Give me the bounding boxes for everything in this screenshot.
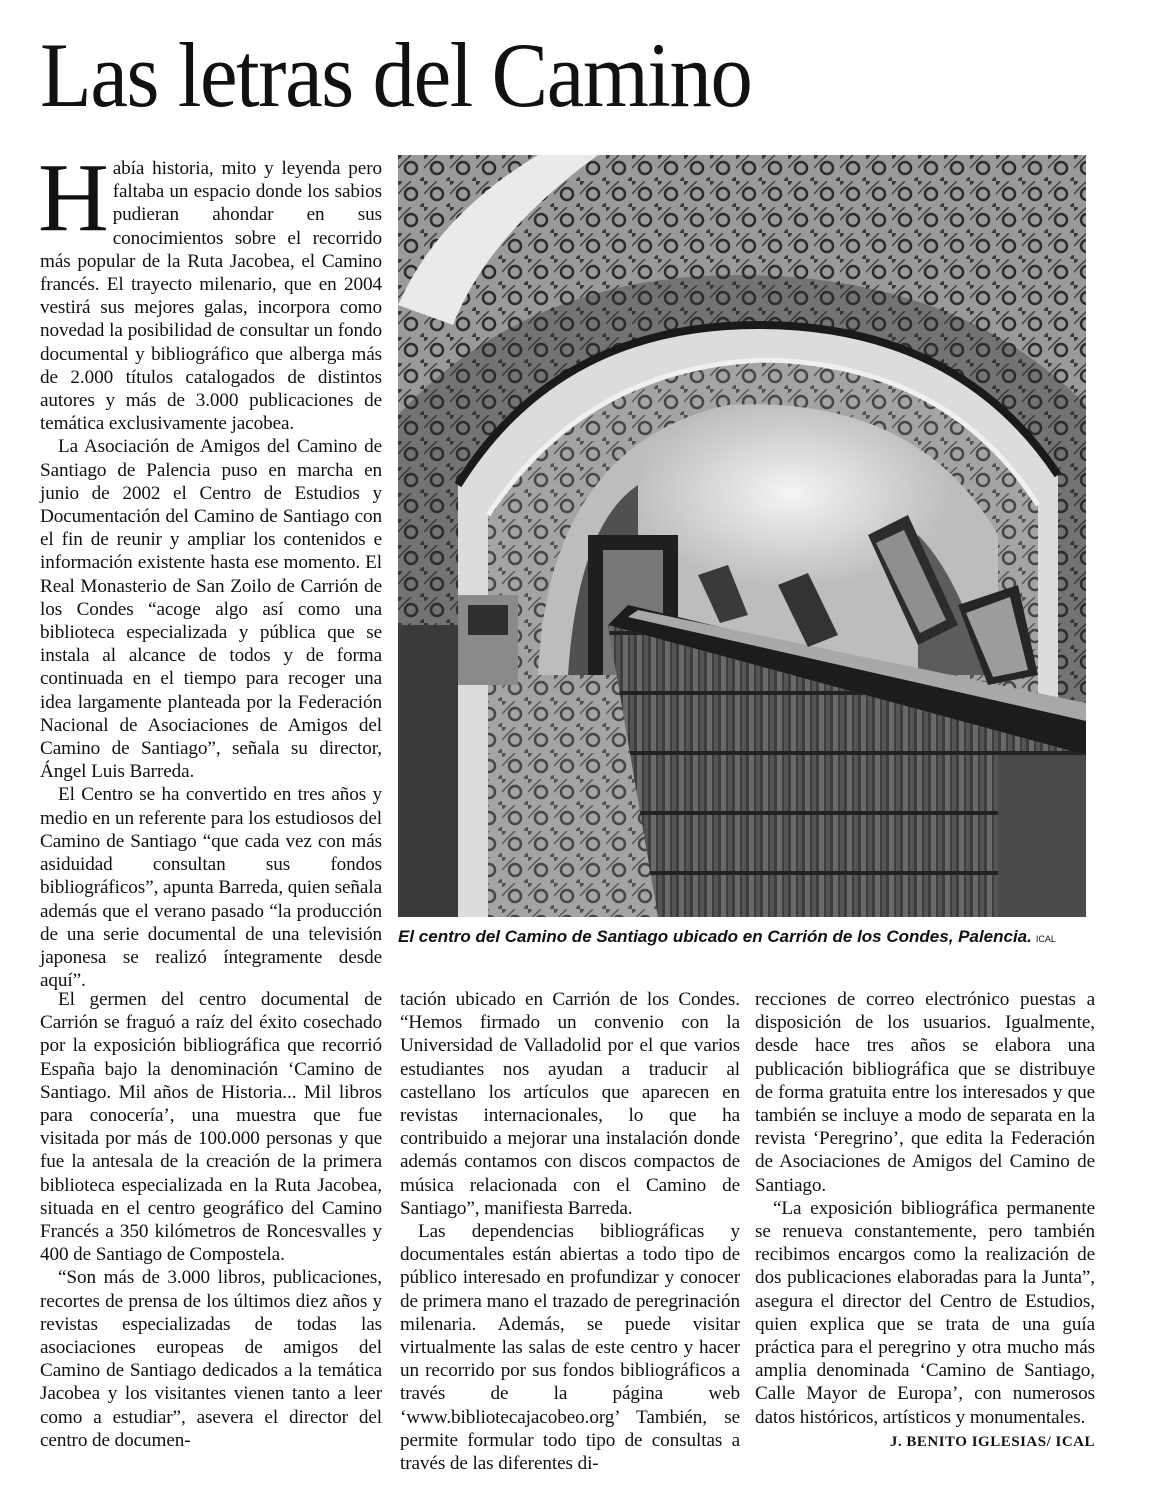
column-middle bbox=[400, 988, 740, 1475]
paragraph-5: “Son más de 3.000 libros, publicaciones, recortes de prensa de los últimos diez años y revistas especializadas de todas las asociaciones europeas de amigos del Camino de Santiago dedicados a la temática Jacobea y los visitantes vienen tanto a leer como a estudiar”, asevera el director del centro de documen- bbox=[40, 1267, 382, 1451]
paragraph-6: tación ubicado en Carrión de los Condes. “Hemos firmado un convenio con la Universidad de Valladolid por el que varios estudiantes nos ayudan a traducir al castellano los artículos que aparecen en revistas internacionales, lo que ha contribuido a mejorar una instalación donde además contamos con discos compactos de música relacionada con el Camino de Santiago”, manifiesta Barreda. bbox=[400, 989, 740, 1219]
column-left-top bbox=[38, 144, 382, 992]
paragraph-1 bbox=[38, 144, 382, 435]
headline: Las letras del Camino bbox=[40, 24, 752, 126]
paragraph-4: El germen del centro documental de Carrión se fraguó a raíz del éxito cosechado por la exposición bibliográfica que recorrió España bajo la denominación ‘Camino de Santiago. Mil años de Historia... Mil libros para conocería’, una muestra que fue visitada por más de 100.000 personas y que fue la antesala de la creación de la primera biblioteca especializada en la Ruta Jacobea, situada en el centro geográfico del Camino Francés a 350 kilómetros de Roncesvalles y 400 de Santiago de Compostela. bbox=[40, 989, 382, 1266]
column-left-bottom bbox=[40, 988, 382, 1452]
paragraph-8: recciones de correo electrónico puestas a disposición de los usuarios. Igualmente, desde hace tres años se elabora una publicación bibliográfica que se distribuye de forma gratuita entre los interesados y que también se incluye a modo de separata en la revista ‘Peregrino’, que edita la Federación de Asociaciones de Amigos del Camino de Santiago. bbox=[755, 989, 1095, 1196]
drop-cap: H bbox=[38, 144, 109, 252]
photo-credit: ICAL bbox=[1035, 934, 1056, 944]
library-photo bbox=[398, 155, 1086, 917]
paragraph-2: La Asociación de Amigos del Camino de Santiago de Palencia puso en marcha en junio de 2002 el Centro de Estudios y Documentación del Camino de Santiago con el fin de reunir y ampliar los contenidos e información existente hasta ese momento. El Real Monasterio de San Zoilo de Carrión de los Condes “acoge algo así como una biblioteca especializada y pública que se instala al alcance de todos y de forma continuada en el tiempo para recoger una idea largamente planteada por la Federación Nacional de Asociaciones de Amigos del Camino de Santiago”, señala su director, Ángel Luis Barreda. bbox=[40, 436, 382, 783]
paragraph-9: “La exposición bibliográfica permanente se renueva constantemente, pero también recibimos encargos como la realización de dos publicaciones elaboradas para la Junta”, asegura el director del Centro de Estudios, quien explica que se trata de una guía práctica para el peregrino y otra mucho más amplia denominada ‘Camino de Santiago, Calle Mayor de Europa’, con numerosos datos históricos, artísticos y monumentales. bbox=[755, 1197, 1095, 1428]
library-vault-photo-icon bbox=[398, 155, 1086, 917]
caption-text: El centro del Camino de Santiago ubicado en Carrión de los Condes, Palencia. bbox=[398, 927, 1032, 946]
byline: J. BENITO IGLESIAS/ ICAL bbox=[889, 1433, 1095, 1450]
paragraph-3: El Centro se ha convertido en tres años y medio en un referente para los estudiosos del Camino de Santiago “que cada vez con más asiduidad consultan sus fondos bibliográficos”, apunta Barreda, quien señala además que el verano pasado “la producción de una serie documental de una televisión japonesa se realizó íntegramente desde aquí”. bbox=[40, 784, 382, 992]
column-right bbox=[755, 988, 1095, 1454]
paragraph-7: Las dependencias bibliográficas y documentales están abiertas a todo tipo de público interesado en profundizar y conocer de primera mano el trazado de peregrinación milenaria. Además, se puede visitar virtualmente las salas de este centro y hacer un recorrido por sus fondos bibliográficos a través de la página web ‘www.bibliotecajacobeo.org’ También, se permite formular todo tipo de consultas a través de las diferentes di- bbox=[400, 1221, 740, 1475]
paragraph-1-text: abía historia, mito y leyenda pero faltaba un espacio donde los sabios pudieran ahondar en sus conocimientos sobre el recorrido más popular de la Ruta Jacobea, el Camino francés. El trayecto milenario, que en 2004 vestirá sus mejores galas, incorpora como novedad la posibilidad de consultar un fondo documental y bibliográfico que alberga más de 2.000 títulos catalogados de distintos autores y más de 3.000 publicaciones de temática exclusivamente jacobea. bbox=[40, 158, 382, 435]
photo-caption bbox=[398, 927, 1098, 947]
